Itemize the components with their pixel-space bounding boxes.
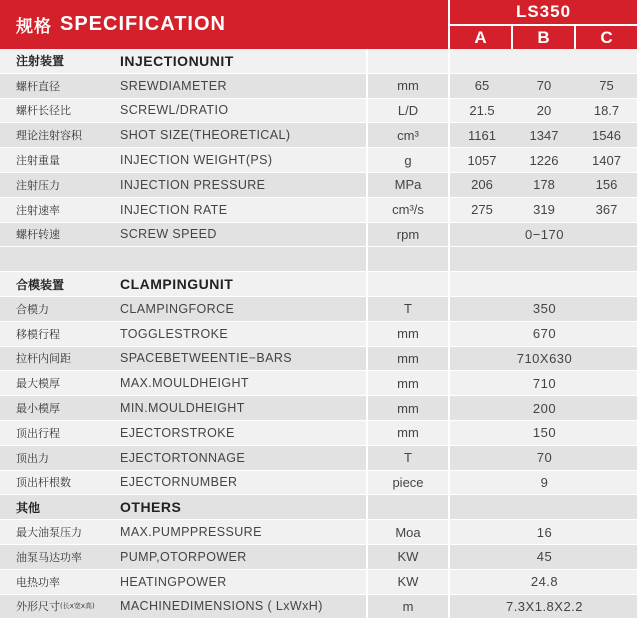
spec-row-pump-motor-power (0, 545, 637, 570)
row-label-cn: 最大模厚 (16, 377, 60, 391)
spec-row-ejector-tonnage (0, 446, 637, 471)
row-label-en: MACHINEDIMENSIONS ( LxWxH) (120, 599, 323, 614)
spec-row-max-mould-height (0, 371, 637, 396)
row-unit: piece (392, 474, 424, 490)
value-span: 670 (532, 326, 557, 342)
title-cn: 规格 (16, 17, 52, 37)
model-header: LS350 (450, 0, 637, 24)
row-label-en: MAX.PUMPPRESSURE (120, 525, 262, 540)
row-label-cn: 电热功率 (16, 575, 60, 589)
row-label-cn: 理论注射容积 (16, 129, 82, 143)
value-span: 7.3X1.8X2.2 (505, 598, 584, 614)
row-unit: T (404, 450, 412, 466)
value-b: 1347 (529, 127, 559, 143)
row-unit: rpm (396, 226, 420, 242)
value-b: 319 (533, 202, 555, 218)
value-span: 9 (540, 474, 549, 490)
value-span: 200 (532, 400, 557, 416)
row-label-cn-small: (长x宽x高) (60, 602, 95, 611)
row-label-cn: 顶出力 (16, 451, 49, 465)
spec-row-toggle-stroke (0, 322, 637, 347)
spec-row-injection-weight (0, 148, 637, 173)
column-c-header: C (576, 26, 637, 49)
row-unit: KW (397, 574, 419, 590)
row-label-en: SREWDIAMETER (120, 78, 227, 93)
row-unit: KW (397, 549, 419, 565)
row-label-cn: 注射压力 (16, 178, 60, 192)
spec-title-bar (0, 0, 448, 49)
value-span: 70 (536, 450, 553, 466)
row-label-en: CLAMPINGFORCE (120, 301, 235, 316)
column-a-header: A (450, 26, 511, 49)
value-c: 18.7 (593, 102, 620, 118)
value-span: 24.8 (530, 574, 559, 590)
row-unit: L/D (397, 102, 419, 118)
row-label-en: PUMP,OTORPOWER (120, 549, 247, 564)
spec-row-max-pump-pressure (0, 520, 637, 545)
value-b: 1226 (529, 152, 559, 168)
spec-table (0, 49, 637, 619)
section-label-cn: 注射装置 (16, 54, 65, 69)
row-label-en: INJECTION WEIGHT(PS) (120, 153, 273, 168)
row-label-en: HEATINGPOWER (120, 574, 227, 589)
spec-row-machine-dimensions (0, 595, 637, 620)
value-c: 1407 (592, 152, 621, 168)
value-span: 350 (532, 301, 557, 317)
row-unit: cm³ (397, 127, 419, 143)
spec-row-min-mould-height (0, 396, 637, 421)
spec-row-ejector-number (0, 471, 637, 496)
row-label-cn: 顶出杆根数 (16, 476, 71, 490)
row-label-cn: 最大油泵压力 (16, 526, 82, 540)
value-span: 710 (532, 375, 557, 391)
row-label-cn: 拉杆内间距 (16, 352, 71, 366)
row-label-cn: 最小模厚 (16, 402, 60, 416)
value-span: 710X630 (516, 350, 573, 366)
value-a: 1057 (467, 152, 497, 168)
row-label-cn: 螺杆转速 (16, 228, 60, 242)
value-b: 20 (536, 102, 552, 118)
value-c: 367 (595, 202, 618, 218)
row-label-en: MIN.MOULDHEIGHT (120, 401, 245, 416)
row-unit: mm (397, 78, 419, 94)
column-divider (448, 49, 450, 624)
spec-row-ejector-stroke (0, 421, 637, 446)
title-en: SPECIFICATION (60, 13, 226, 35)
spec-row-injection-pressure (0, 173, 637, 198)
row-unit: cm³/s (392, 202, 424, 218)
value-span: 45 (536, 549, 553, 565)
row-label-en: INJECTION PRESSURE (120, 177, 266, 192)
row-label-en: SHOT SIZE(THEORETICAL) (120, 128, 291, 143)
row-label-cn: 螺杆长径比 (16, 104, 71, 118)
value-a: 1161 (468, 127, 496, 143)
section-label-en: CLAMPINGUNIT (120, 276, 234, 293)
row-unit: mm (397, 350, 419, 366)
row-unit: Moa (395, 524, 421, 540)
row-label-en: EJECTORTONNAGE (120, 450, 246, 465)
spec-row-injection-rate (0, 198, 637, 223)
section-others (0, 495, 637, 520)
row-label-cn: 移模行程 (16, 327, 60, 341)
spec-row-shot-size (0, 123, 637, 148)
row-label-cn: 顶出行程 (16, 426, 60, 440)
row-label-en: SPACEBETWEENTIE−BARS (120, 351, 293, 366)
row-unit: mm (397, 400, 419, 416)
spec-row-heating-power (0, 570, 637, 595)
section-injection-unit (0, 49, 637, 74)
row-label-en: TOGGLESTROKE (120, 326, 229, 341)
section-label-en: OTHERS (120, 499, 182, 516)
value-span: 16 (536, 524, 553, 540)
row-label-cn: 螺杆直径 (16, 79, 60, 93)
value-span: 150 (532, 425, 557, 441)
row-label-cn: 注射重量 (16, 154, 60, 168)
row-label-cn: 注射速率 (16, 203, 60, 217)
value-c: 156 (595, 177, 618, 193)
value-c: 75 (599, 78, 614, 94)
value-a: 21.5 (469, 102, 495, 118)
row-unit: g (404, 152, 412, 168)
row-unit: mm (397, 425, 419, 441)
value-span: 0−170 (524, 226, 564, 242)
column-divider (366, 49, 368, 624)
row-label-en: MAX.MOULDHEIGHT (120, 376, 249, 391)
value-a: 65 (474, 78, 490, 94)
spec-header (0, 0, 637, 49)
row-label-cn: 合模力 (16, 302, 49, 316)
row-unit: mm (397, 326, 419, 342)
section-label-cn: 其他 (16, 500, 41, 515)
spec-row-clamping-force (0, 297, 637, 322)
row-label-en: EJECTORSTROKE (120, 425, 235, 440)
row-unit: T (404, 301, 412, 317)
spec-row-screw-speed (0, 223, 637, 248)
spec-row-tie-bar-space (0, 347, 637, 372)
section-label-en: INJECTIONUNIT (120, 52, 234, 69)
section-label-cn: 合模装置 (16, 277, 65, 292)
row-unit: mm (397, 375, 419, 391)
row-label-cn (16, 595, 95, 619)
spacer-row (0, 247, 637, 272)
value-a: 206 (471, 177, 493, 193)
value-b: 178 (533, 177, 555, 193)
value-a: 275 (471, 202, 493, 218)
row-label-en: SCREWL/DRATIO (120, 103, 229, 118)
value-c: 1546 (592, 127, 621, 143)
spec-row-screw-diameter (0, 74, 637, 99)
row-label-en: INJECTION RATE (120, 202, 228, 217)
value-b: 70 (536, 78, 552, 94)
spec-row-screw-ld (0, 99, 637, 124)
row-unit: MPa (394, 177, 422, 193)
section-clamping-unit (0, 272, 637, 297)
row-label-en: SCREW SPEED (120, 227, 217, 242)
row-unit: m (402, 598, 414, 614)
row-label-en: EJECTORNUMBER (120, 475, 238, 490)
row-label-cn: 油泵马达功率 (16, 550, 82, 564)
column-b-header: B (513, 26, 574, 49)
row-label-cn-main: 外形尺寸 (16, 600, 60, 614)
